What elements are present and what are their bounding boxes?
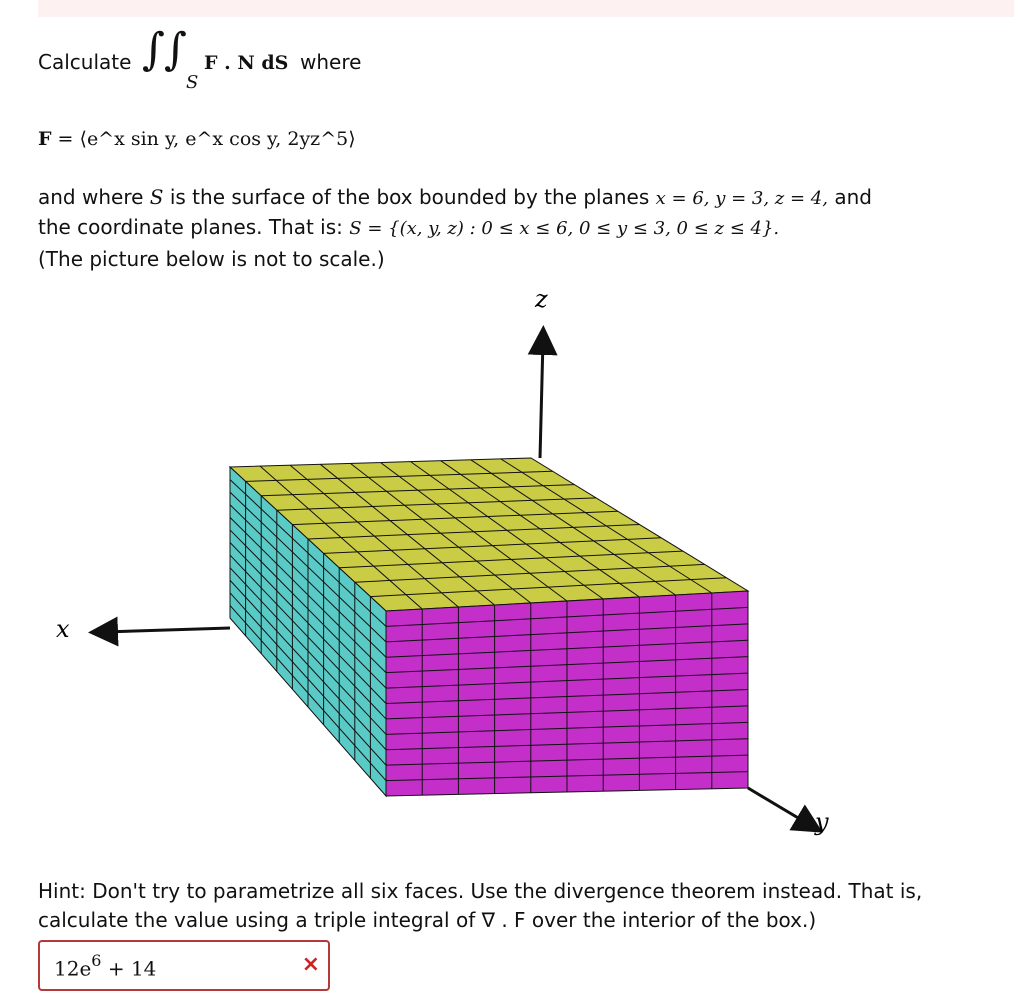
planes-list: x = 6, y = 3, z = 4, [655,188,828,209]
z-axis-label: z [535,285,548,313]
field-lhs: F [38,128,52,150]
field-eq: = [57,128,74,150]
answer-base: 12e [54,956,92,981]
surface-line-2-text: the coordinate planes. That is: [38,215,343,239]
integral-sign-1: ∫ [142,24,165,75]
field-comp-3: 2yz^5 [287,128,349,150]
incorrect-icon: × [301,952,320,977]
surface-line-1-text: and where [38,185,144,209]
field-comp-1: e^x sin y, [86,128,180,150]
y-axis-label: y [815,808,829,836]
integrand: F . N dS [204,52,289,74]
surface-line-1-rest: is the surface of the box bounded by the planes [169,185,650,209]
angle-open: ⟨ [79,128,87,150]
angle-close: ⟩ [348,128,356,150]
answer-rest: + 14 [107,956,157,981]
surface-symbol: S [149,185,164,209]
and-word: and [834,185,872,209]
x-axis [103,628,230,632]
calc-word: Calculate [38,50,132,74]
set-definition: S = {(x, y, z) : 0 ≤ x ≤ 6, 0 ≤ y ≤ 3, 0 ≤ z ≤ 4}. [349,218,780,239]
answer-value[interactable] [54,953,156,981]
answer-input[interactable] [38,940,330,991]
z-axis [540,340,543,458]
y-axis [748,788,810,825]
hint-text: Hint: Don't try to parametrize all six faces. Use the divergence theorem instead. That is, calculate the value using a triple integral of ∇ . F over the interior of the box.) [38,879,923,932]
x-axis-label: x [56,615,70,643]
integral-sign-2: ∫ [164,24,187,75]
answer-exponent: 6 [91,951,102,970]
field-comp-2: e^x cos y, [185,128,282,150]
where-word: where [300,50,362,74]
integral-region-label: S [186,72,199,93]
scale-note: (The picture below is not to scale.) [38,247,385,271]
